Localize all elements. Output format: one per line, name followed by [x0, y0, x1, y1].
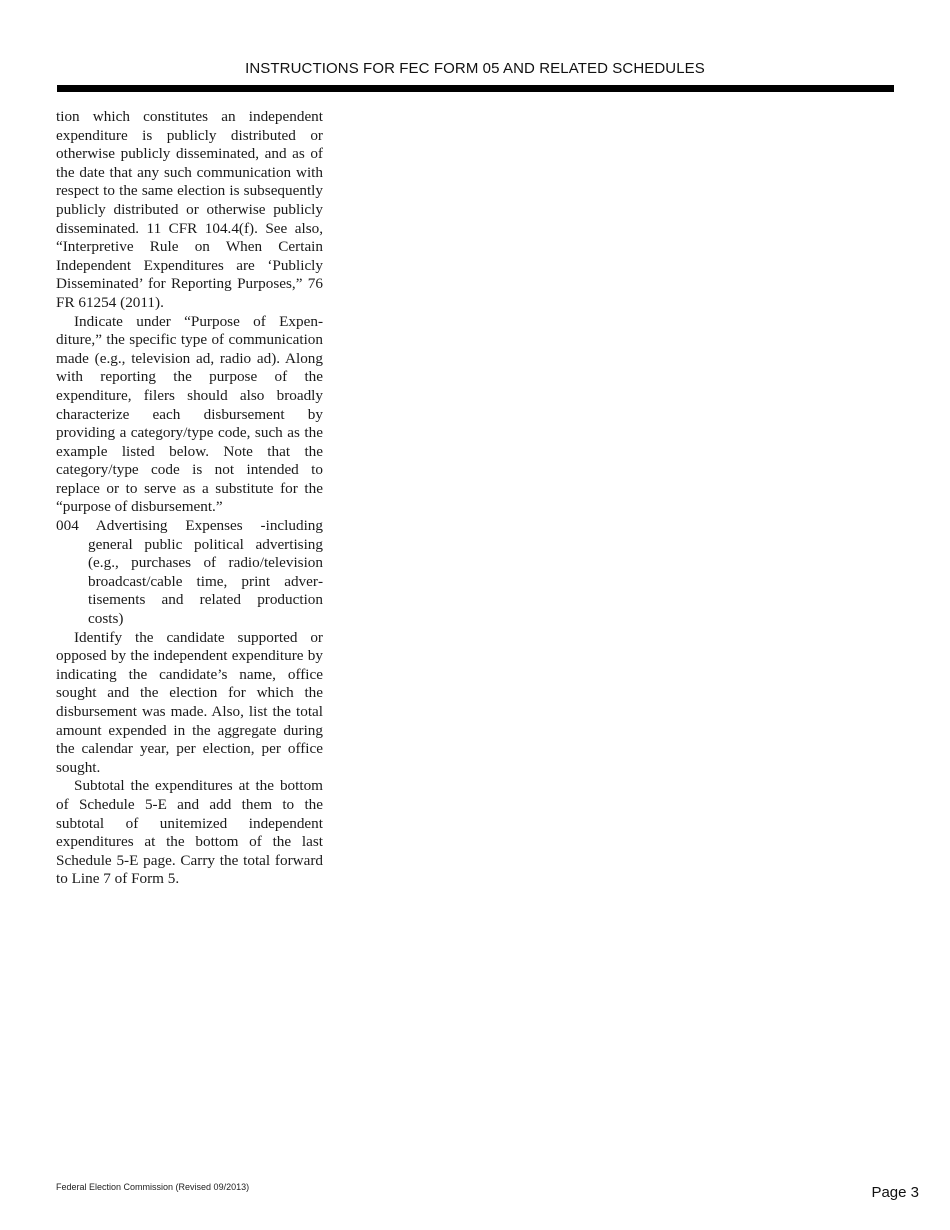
paragraph-identify-candidate: Identify the candidate supported or opposed by the independent expenditure by indicating the candidate’s name, office sought and the election for which the disbursement was made. Also, list the total amount expended in the aggregate during the calendar year, per election, per office sought. — [56, 628, 323, 776]
paragraph-subtotal: Subtotal the expenditures at the bottom of Schedule 5-E and add them to the subtotal of unitemized independent expenditures at the bottom of the last Schedule 5-E page. Carry the total forward to Line 7 of Form 5. — [56, 777, 323, 888]
footer-agency: Federal Election Commission (Revised 09/2013) — [56, 1182, 250, 1192]
paragraph-purpose-of-expenditure: Indicate under “Purpose of Expenditure,” the specific type of communication made (e.g., television ad, radio ad). Along with reporting the purpose of the expenditure, filers should also broadly characterize each disbursement by providing a category/type code, such as the example listed below. Note that the category/type code is not intended to replace or to serve as a substitute for the “purpose of disbursement.” — [56, 312, 323, 516]
text-column — [56, 108, 323, 889]
category-code-item: 004 Advertising Expenses -including general public political advertising (e.g., purchases of radio/television broadcast/cable time, print advertisements and related production costs) — [56, 517, 323, 628]
header-rule — [57, 85, 894, 92]
document-header-title: INSTRUCTIONS FOR FEC FORM 05 AND RELATED SCHEDULES — [245, 60, 705, 77]
paragraph-continuation: tion which constitutes an independent expenditure is publicly distributed or otherwise publicly disseminated, and as of the date that any such communication with respect to the same election is subsequently publicly distributed or otherwise publicly disseminated. 11 CFR 104.4(f). See also, “Interpretive Rule on When Certain Independent Expenditures are ‘Publicly Disseminated’ for Reporting Purposes,” 76 FR 61254 (2011). — [56, 108, 323, 311]
page-number: Page 3 — [871, 1184, 919, 1201]
